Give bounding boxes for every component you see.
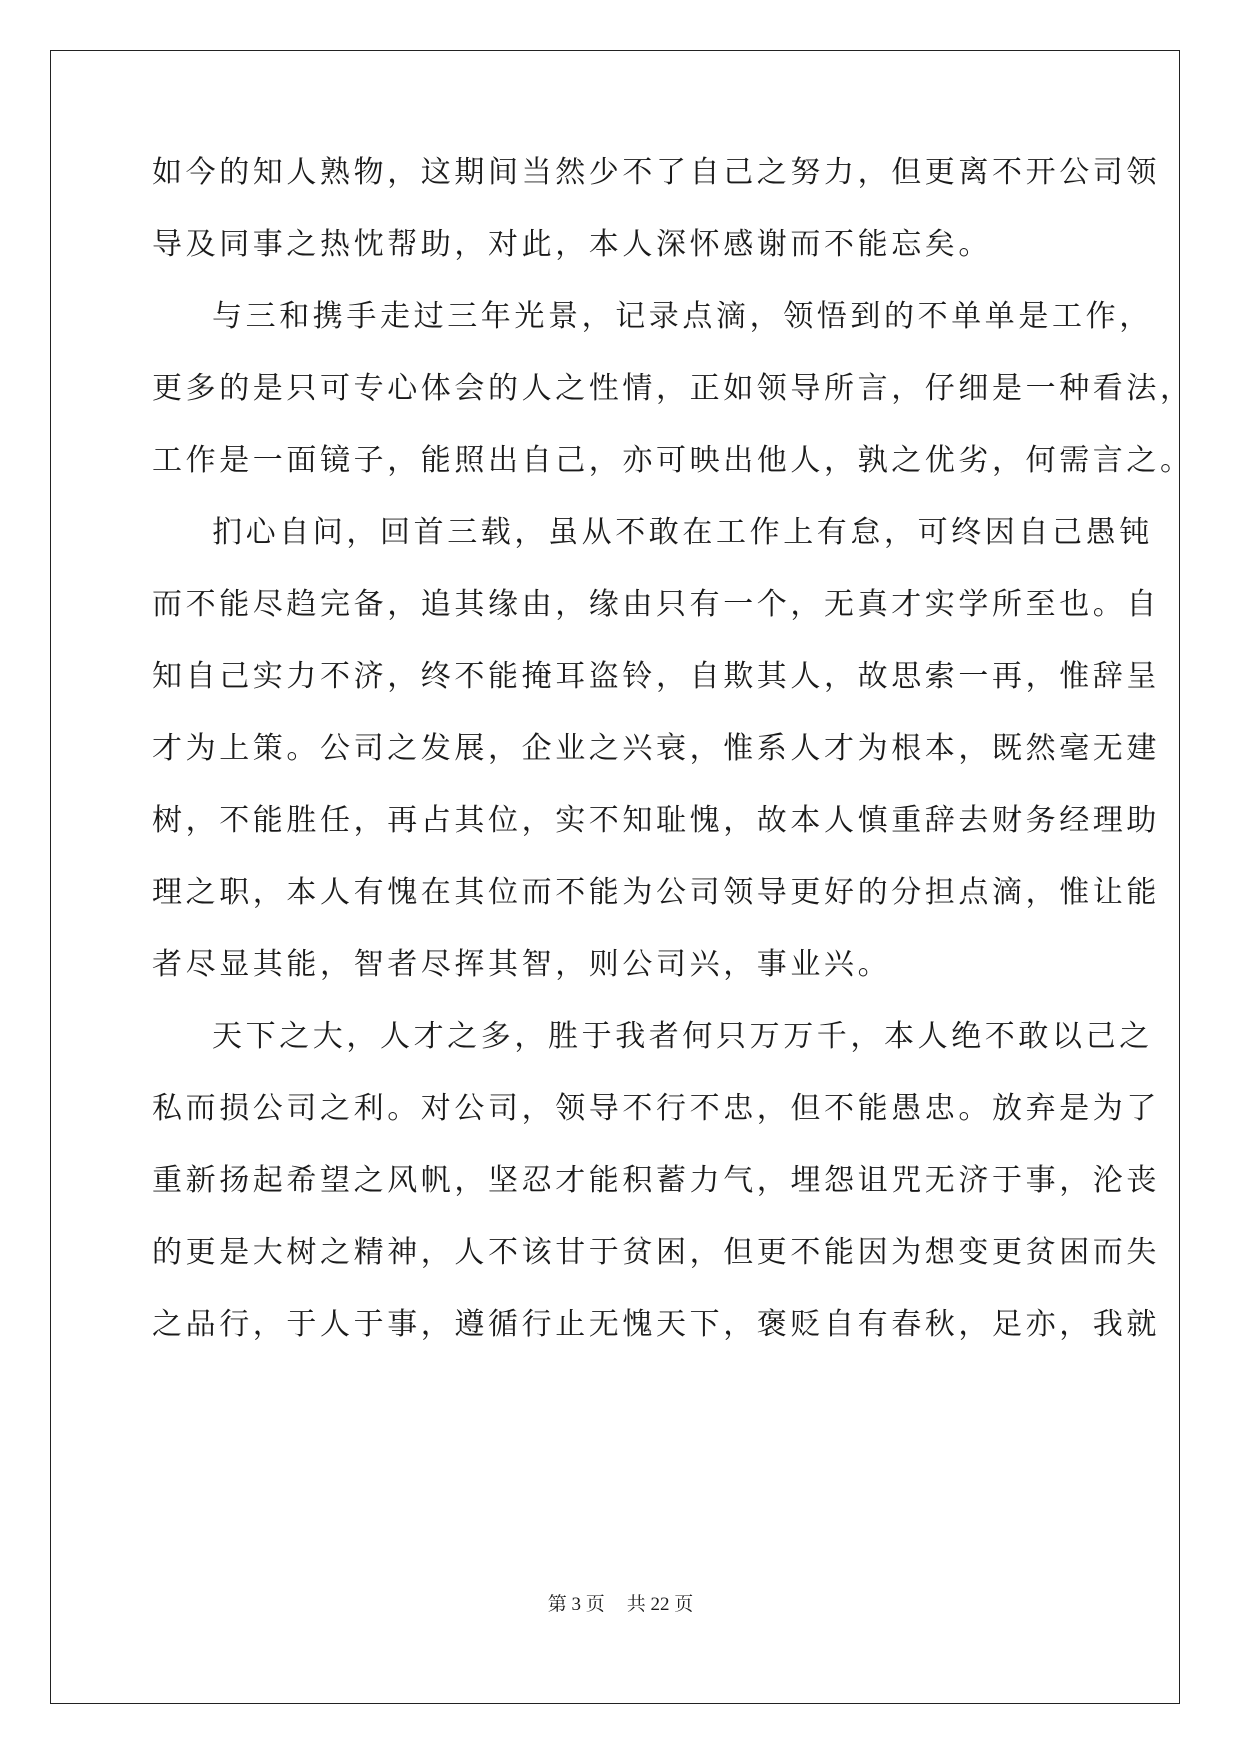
page-footer — [0, 1593, 1241, 1617]
text-line: 工作是一面镜子，能照出自己，亦可映出他人，孰之优劣，何需言之。 — [152, 443, 1194, 478]
page-total: 共 22 页 — [626, 1594, 694, 1615]
paragraph-start-line: 扪心自问，回首三载，虽从不敢在工作上有怠，可终因自己愚钝 — [212, 515, 1153, 550]
page-number: 第 3 页 — [547, 1594, 605, 1615]
text-line: 重新扬起希望之风帆，坚忍才能积蓄力气，埋怨诅咒无济于事，沦丧 — [152, 1163, 1160, 1198]
text-line: 才为上策。公司之发展，企业之兴衰，惟系人才为根本，既然毫无建 — [152, 731, 1160, 766]
text-line: 树，不能胜任，再占其位，实不知耻愧，故本人慎重辞去财务经理助 — [152, 803, 1160, 838]
text-line: 私而损公司之利。对公司，领导不行不忠，但不能愚忠。放弃是为了 — [152, 1091, 1160, 1126]
text-line: 导及同事之热忱帮助，对此，本人深怀感谢而不能忘矣。 — [152, 227, 992, 262]
paragraph-start-line: 与三和携手走过三年光景，记录点滴，领悟到的不单单是工作， — [212, 299, 1153, 334]
text-line: 的更是大树之精神，人不该甘于贫困，但更不能因为想变更贫困而失 — [152, 1235, 1160, 1270]
paragraph-start-line: 天下之大，人才之多，胜于我者何只万万千，本人绝不敢以己之 — [212, 1019, 1153, 1054]
text-line: 知自己实力不济，终不能掩耳盗铃，自欺其人，故思索一再，惟辞呈 — [152, 659, 1160, 694]
text-line: 更多的是只可专心体会的人之性情，正如领导所言，仔细是一种看法， — [152, 371, 1194, 406]
text-line: 理之职，本人有愧在其位而不能为公司领导更好的分担点滴，惟让能 — [152, 875, 1160, 910]
text-line: 而不能尽趋完备，追其缘由，缘由只有一个，无真才实学所至也。自 — [152, 587, 1160, 622]
text-line: 如今的知人熟物，这期间当然少不了自己之努力，但更离不开公司领 — [152, 155, 1160, 190]
text-line: 之品行，于人于事，遵循行止无愧天下，褒贬自有春秋，足亦，我就 — [152, 1307, 1160, 1342]
text-line: 者尽显其能，智者尽挥其智，则公司兴，事业兴。 — [152, 947, 892, 982]
